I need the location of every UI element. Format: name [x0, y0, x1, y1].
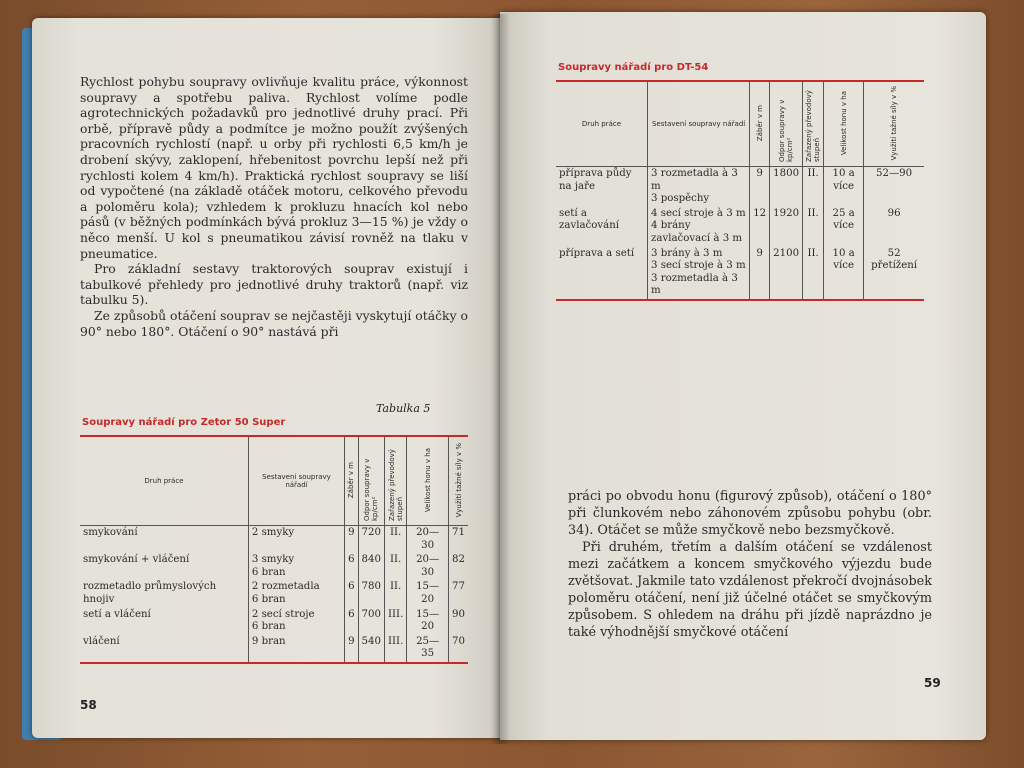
table-cell: 70: [449, 635, 469, 663]
table-cell: 77: [449, 580, 469, 607]
paragraph: Ze způsobů otáčení souprav se nejčastěji vyskytují otáčky o 90° nebo 180°. Otáčení o 90° nastává při: [80, 307, 468, 339]
table-cell: 9: [750, 247, 770, 300]
table-cell: 6: [345, 553, 358, 580]
table-cell: 2 secí stroje 6 bran: [248, 608, 344, 635]
right-page: [500, 12, 986, 740]
table-cell: II.: [803, 247, 824, 300]
table-cell: II.: [385, 553, 407, 580]
paragraph: Pro základní sestavy traktorových souprav existují i tabulkové přehledy pro jednotlivé druhy traktorů (např. viz tabulku 5).: [80, 261, 468, 308]
table-cell: 10 a více: [824, 247, 864, 300]
column-header: Druh práce: [581, 120, 622, 128]
table-cell: 9: [345, 526, 358, 554]
table-cell: II.: [385, 580, 407, 607]
table-cell: II.: [385, 526, 407, 554]
table-cell: 540: [358, 635, 384, 663]
table-cell: setí a vláčení: [83, 608, 151, 620]
table-row: [80, 608, 468, 635]
table-cell: 9 bran: [248, 635, 344, 663]
table-cell: 15—20: [407, 608, 449, 635]
table-cell: 96: [864, 207, 924, 247]
column-header: Odpor soupravy v kp/cm²: [770, 81, 803, 167]
table-cell: 82: [449, 553, 469, 580]
left-body-text: [80, 74, 468, 339]
table-cell: 720: [358, 526, 384, 554]
table-cell: vláčení: [83, 635, 120, 647]
table-cell: 1920: [770, 207, 803, 247]
right-body-text: [568, 488, 932, 641]
left-page: [32, 18, 502, 738]
table-cell: 2 rozmetadla 6 bran: [248, 580, 344, 607]
table-cell: 9: [345, 635, 358, 663]
table-cell: příprava půdy na jaře: [559, 168, 632, 192]
table-cell: 90: [449, 608, 469, 635]
table-cell: II.: [803, 207, 824, 247]
column-header: Odpor soupravy v kp/cm²: [358, 436, 384, 526]
table-cell: smykování: [83, 527, 138, 538]
book-spine: [490, 14, 510, 744]
column-header: Velikost honu v ha: [407, 436, 449, 526]
column-header: Zařazený převodový stupeň: [385, 436, 407, 526]
table-cell: 3 brány à 3 m 3 secí stroje à 3 m 3 rozmetadla à 3 m: [648, 247, 750, 300]
column-header: Sestavení soupravy nářadí: [648, 81, 750, 167]
table-header-row: [80, 436, 468, 526]
column-header: Zařazený převodový stupeň: [803, 81, 824, 167]
table-cell: 52—90: [864, 167, 924, 207]
table-row: [80, 635, 468, 663]
table-dt54: [556, 80, 924, 301]
paragraph: Při druhém, třetím a dalším otáčení se vzdálenost mezi začátkem a koncem smyčkového výjezdu bude zvětšovat. Jakmile tato vzdálenost překročí dvojnásobek poloměru otáčení, není již účelné otáčet se smyčkovým způsobem. S ohledem na dráhu při jízdě naprázdno je také výhodnější smyčkové otáčení: [568, 540, 932, 640]
table-cell: 780: [358, 580, 384, 607]
column-header: Využití tažné síly v %: [449, 436, 469, 526]
table-cell: 840: [358, 553, 384, 580]
column-header: Záběr v m: [345, 436, 358, 526]
table-row: [556, 167, 924, 207]
table-row: [80, 580, 468, 607]
column-header: Záběr v m: [750, 81, 770, 167]
table-zetor: [80, 435, 468, 664]
table-row: [80, 553, 468, 580]
paragraph: Rychlost pohybu soupravy ovlivňuje kvalitu práce, výkonnost soupravy a spotřebu paliva. Rychlost volíme podle agrotechnických požadavků pro jednotlivé druhy prací. Při orbě, přípravě půdy a podmítce je možno použít zvýšených pracovních rychlostí (např. u orby při rychlosti 6,5 km/h je drobení skývy, zaklopení, hřebenitost povrchu lepší než při rychlosti kolem 4 km/h). Praktická rychlost soupravy se liší od vypočtené (na základě otáček motoru, celkového převodu a poloměru kola); vzhledem k prokluzu hnacích kol nebo pásů (v běžných podmínkách bývá prokluz 3—15 %) je vždy o něco menší. U kol s pneumatikou závisí rovněž na tlaku v pneumatice.: [80, 74, 468, 261]
table-title: Soupravy nářadí pro DT-54: [558, 62, 709, 73]
table-title: Soupravy nářadí pro Zetor 50 Super: [82, 417, 286, 428]
table-cell: 12: [750, 207, 770, 247]
table-cell: 2100: [770, 247, 803, 300]
table-cell: III.: [385, 608, 407, 635]
column-header: Sestavení soupravy nářadí: [248, 436, 344, 526]
table-cell: 25 a více: [824, 207, 864, 247]
table-cell: 3 smyky 6 bran: [248, 553, 344, 580]
page-number: 58: [80, 698, 97, 712]
table-cell: setí a zavlačování: [559, 207, 620, 232]
column-header: Druh práce: [144, 477, 184, 485]
table-cell: 71: [449, 526, 469, 554]
table-cell: 4 secí stroje à 3 m 4 brány zavlačovací à 3 m: [648, 207, 750, 247]
column-header: Velikost honu v ha: [824, 81, 864, 167]
table-cell: 15—20: [407, 580, 449, 607]
table-cell: 52 přetížení: [864, 247, 924, 300]
table-cell: 3 rozmetadla à 3 m 3 pospěchy: [648, 167, 750, 207]
table-cell: 6: [345, 580, 358, 607]
table-label: Tabulka 5: [376, 402, 431, 415]
table-row: [556, 247, 924, 300]
table-cell: 9: [750, 167, 770, 207]
table-cell: II.: [803, 167, 824, 207]
column-header: Využití tažné síly v %: [864, 81, 924, 167]
table-cell: příprava a setí: [559, 247, 635, 259]
table-cell: 1800: [770, 167, 803, 207]
table-cell: 10 a více: [824, 167, 864, 207]
table-cell: III.: [385, 635, 407, 663]
page-number: 59: [924, 676, 941, 690]
table-cell: 20—30: [407, 553, 449, 580]
table-cell: 700: [358, 608, 384, 635]
table-cell: smykování + vláčení: [83, 554, 190, 566]
table-header-row: [556, 81, 924, 167]
table-row: [556, 207, 924, 247]
table-cell: 2 smyky: [248, 526, 344, 554]
table-cell: rozmetadlo průmyslových hnojiv: [83, 581, 217, 605]
table-cell: 25—35: [407, 635, 449, 663]
table-cell: 6: [345, 608, 358, 635]
table-cell: 20—30: [407, 526, 449, 554]
paragraph: práci po obvodu honu (figurový způsob), otáčení o 180° při člunkovém nebo záhonovém způsobu pohybu (obr. 34). Otáčet se může smyčkově nebo bezsmyčkově.: [568, 489, 932, 538]
table-row: [80, 526, 468, 554]
